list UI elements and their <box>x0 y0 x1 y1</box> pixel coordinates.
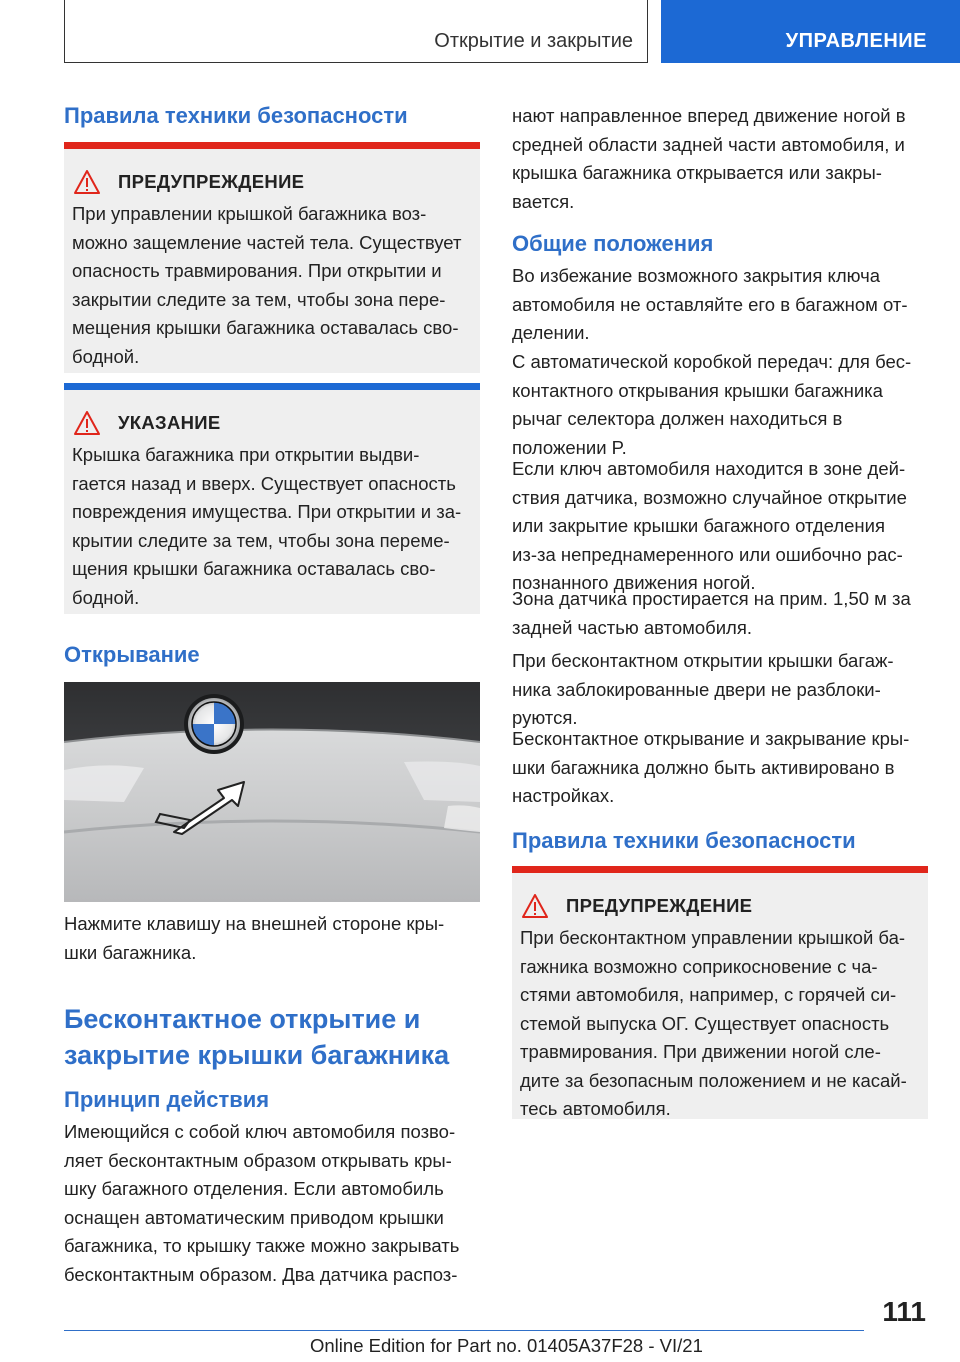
principle-line: Имеющийся с собой ключ автомобиля позво- <box>64 1121 456 1142</box>
warning-bar <box>512 866 928 873</box>
warning-line: гажника возможно соприкосновение с ча- <box>520 955 878 977</box>
warning-line: можно защемление частей тела. Существует <box>72 231 462 253</box>
notice-title: УКАЗАНИЕ <box>118 412 221 433</box>
page-number: 111 <box>882 1296 926 1327</box>
safety-heading-left: Правила техники безопасности <box>64 103 408 128</box>
trunk-illustration <box>64 682 480 902</box>
principle-line: ляет бесконтактным образом открывать кры- <box>64 1149 452 1171</box>
notice-line: щения крышки багажника оставалась сво- <box>72 558 436 579</box>
notice-triangle-icon <box>74 411 100 435</box>
notice-bar <box>64 383 480 390</box>
general-paragraph-4: Зона датчика простирается на прим. 1,50 м за задней частью автомобиля. <box>512 588 911 638</box>
notice-line: повреждения имущества. При открытии и за- <box>72 501 462 522</box>
warning-line: бодной. <box>72 345 140 367</box>
general-heading: Общие положения <box>512 231 714 256</box>
warning-line: опасность травмирования. При открытии и <box>72 260 442 281</box>
header-chapter-box <box>64 0 648 63</box>
notice-line: бодной. <box>72 586 140 608</box>
warning-line: дите за безопасным положением и не касай- <box>520 1069 907 1091</box>
warning-line: При бесконтактном управлении крышкой ба- <box>520 927 906 948</box>
edition-text: Online Edition for Part no. 01405A37F28 - VI/21 <box>310 1335 703 1356</box>
principle-line: шку багажного отделения. Если автомобиль <box>64 1178 444 1199</box>
principle-paragraph <box>64 1118 480 1289</box>
general-paragraph-2: С автоматической коробкой передач: для бес- контактного открывания крышки багажника рычаг селектора должен находиться в положении P. <box>512 351 912 458</box>
section-label: УПРАВЛЕНИЕ <box>785 30 927 52</box>
principle-heading: Принцип действия <box>64 1087 270 1112</box>
general-paragraph-6: Бесконтактное открывание и закрывание кры- шки багажника должно быть активировано в настройках. <box>512 728 910 806</box>
warning-triangle-icon <box>74 170 100 194</box>
warning-bar <box>64 142 480 149</box>
notice-line: крытии следите за тем, чтобы зона переме- <box>72 529 450 551</box>
general-paragraph-3: Если ключ автомобиля находится в зоне дей- ствия датчика, возможно случайное открытие или закрытие крышки багажного отделения из-за непреднамеренного или ошибочно рас- познанного движения ногой. <box>512 458 907 593</box>
warning-line: травмирования. При движении ногой сле- <box>520 1041 881 1062</box>
warning-line: тесь автомобиля. <box>520 1098 671 1119</box>
continued-paragraph: нают направленное вперед движение ногой в средней области задней части автомобиля, и крышка багажника открывается или закры- вается. <box>512 105 906 212</box>
caption-line: шки багажника. <box>64 941 197 963</box>
chapter-title: Открытие и закрытие <box>434 30 633 52</box>
header-section-box <box>661 0 960 63</box>
warning-title: ПРЕДУПРЕЖДЕНИЕ <box>118 171 305 192</box>
footer-divider <box>64 1330 864 1331</box>
warning-triangle-icon <box>522 894 548 918</box>
notice-box-left <box>64 383 480 614</box>
principle-line: оснащен автоматическим приводом крышки <box>64 1206 444 1228</box>
warning-box-left <box>64 142 480 373</box>
notice-line: Крышка багажника при открытии выдви- <box>72 444 420 465</box>
photo-caption <box>64 910 480 967</box>
general-paragraph-1: Во избежание возможного закрытия ключа автомобиля не оставляйте его в багажном от- делении. <box>512 265 908 343</box>
trunk-button-photo <box>64 682 480 902</box>
caption-line: Нажмите клавишу на внешней стороне кры- <box>64 913 445 934</box>
warning-line: мещения крышки багажника оставалась сво- <box>72 317 459 338</box>
principle-line: бесконтактным образом. Два датчика распоз- <box>64 1263 458 1285</box>
warning-line: стями автомобиля, например, с горячей си- <box>520 984 897 1005</box>
general-paragraph-5: При бесконтактном открытии крышки багаж- ника заблокированные двери не разблоки- руются. <box>512 650 894 728</box>
warning-title: ПРЕДУПРЕЖДЕНИЕ <box>566 895 753 916</box>
principle-line: багажника, то крышку также можно закрывать <box>64 1235 460 1256</box>
warning-box-right <box>512 866 928 1119</box>
warning-line: стемой выпуска ОГ. Существует опасность <box>520 1012 890 1034</box>
opening-heading: Открывание <box>64 642 200 667</box>
warning-line: При управлении крышкой багажника воз- <box>72 203 427 224</box>
contactless-heading: Бесконтактное открытие и закрытие крышки багажника <box>64 1004 450 1070</box>
warning-line: закрытии следите за тем, чтобы зона пере- <box>72 288 446 310</box>
safety-heading-right: Правила техники безопасности <box>512 828 856 853</box>
notice-line: гается назад и вверх. Существует опасность <box>72 472 456 494</box>
